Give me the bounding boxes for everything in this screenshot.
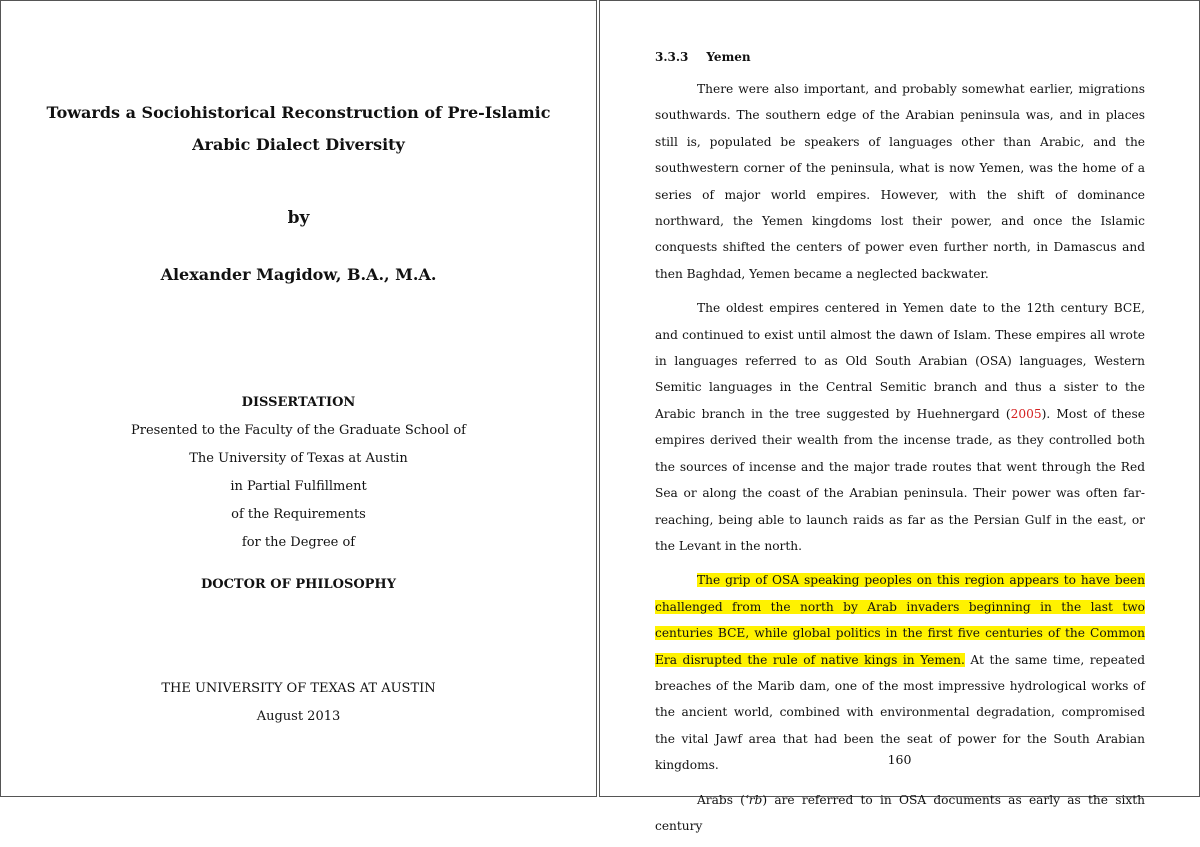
- page-number: 160: [887, 752, 912, 767]
- citation-link[interactable]: 2005: [1010, 406, 1042, 421]
- paragraph: There were also important, and probably somewhat earlier, migrations southwards. The southern edge of the Arabian peninsula was, and in places still is, populated be speakers of languages other than Arabic, and the southwestern corner of the peninsula, what is now Yemen, was the home of a series of major world empires. However, with the shift of dominance northward, the Yemen kingdoms lost their power, and once the Islamic conquests shifted the centers of power even further north, in Damascus and then Baghdad, Yemen became a neglected backwater.: [655, 82, 1145, 281]
- paragraph-text: ). Most of these empires derived their wealth from the incense trade, as they controlled both the sources of incense and the major trade routes that went through the Red Sea or along the coast of the Arabian peninsula. Their power was often far-reaching, being able to launch raids as far as the Persian Gulf in the east, or the Levant in the north.: [655, 406, 1145, 553]
- section-title: Yemen: [706, 50, 751, 64]
- degree-name: DOCTOR OF PHILOSOPHY: [200, 577, 396, 592]
- paragraph-text: ) are referred to in OSA documents as early as the sixth century: [655, 792, 1145, 833]
- university-name: THE UNIVERSITY OF TEXAS AT AUSTIN: [161, 681, 436, 696]
- highlighted-text: The grip of OSA speaking peoples on this region appears to have been challenged from the north by Arab invaders beginning in the last two centuries BCE, while global politics in the first five centuries of the Common Era disrupted the rule of native kings in Yemen.: [655, 573, 1145, 667]
- transliterated-term: ʿrb: [744, 792, 763, 807]
- paragraph-text: At the same time, repeated breaches of the Marib dam, one of the most impressive hydrological works of the ancient world, combined with environmental degradation, compromised the vital Jawf area that had been the seat of power for the South Arabian kingdoms.: [655, 652, 1145, 773]
- dissertation-heading: DISSERTATION: [241, 395, 356, 410]
- section-heading: [655, 44, 751, 70]
- paragraph-text: The oldest empires centered in Yemen date to the 12th century BCE, and continued to exist until almost the dawn of Islam. These empires all wrote in languages referred to as Old South Arabian (OSA) languages, Western Semitic languages in the Central Semitic branch and thus a sister to the Arabic branch in the tree suggested by Huehnergard (: [655, 301, 1145, 421]
- body-text: [655, 76, 1145, 847]
- paragraph: [655, 295, 1145, 559]
- presentation-block: [1, 389, 596, 557]
- content-page: [599, 0, 1200, 833]
- presentation-line: for the Degree of: [241, 535, 356, 550]
- presentation-line: Presented to the Faculty of the Graduate School of: [131, 423, 466, 438]
- presentation-line: The University of Texas at Austin: [189, 451, 408, 466]
- dissertation-title: Towards a Sociohistorical Reconstruction of Pre-Islamic Arabic Dialect Diversity: [46, 103, 551, 154]
- paragraph: [655, 787, 1145, 840]
- presentation-line: of the Requirements: [231, 507, 366, 522]
- paragraph-text: Arabs (: [697, 792, 745, 807]
- university-block: [1, 675, 596, 731]
- section-number: 3.3.3: [655, 50, 689, 64]
- author-name: Alexander Magidow, B.A., M.A.: [160, 265, 437, 284]
- by-line: by: [287, 208, 310, 228]
- title-page: [0, 0, 597, 797]
- submission-date: August 2013: [256, 709, 341, 724]
- presentation-line: in Partial Fulfillment: [230, 479, 367, 494]
